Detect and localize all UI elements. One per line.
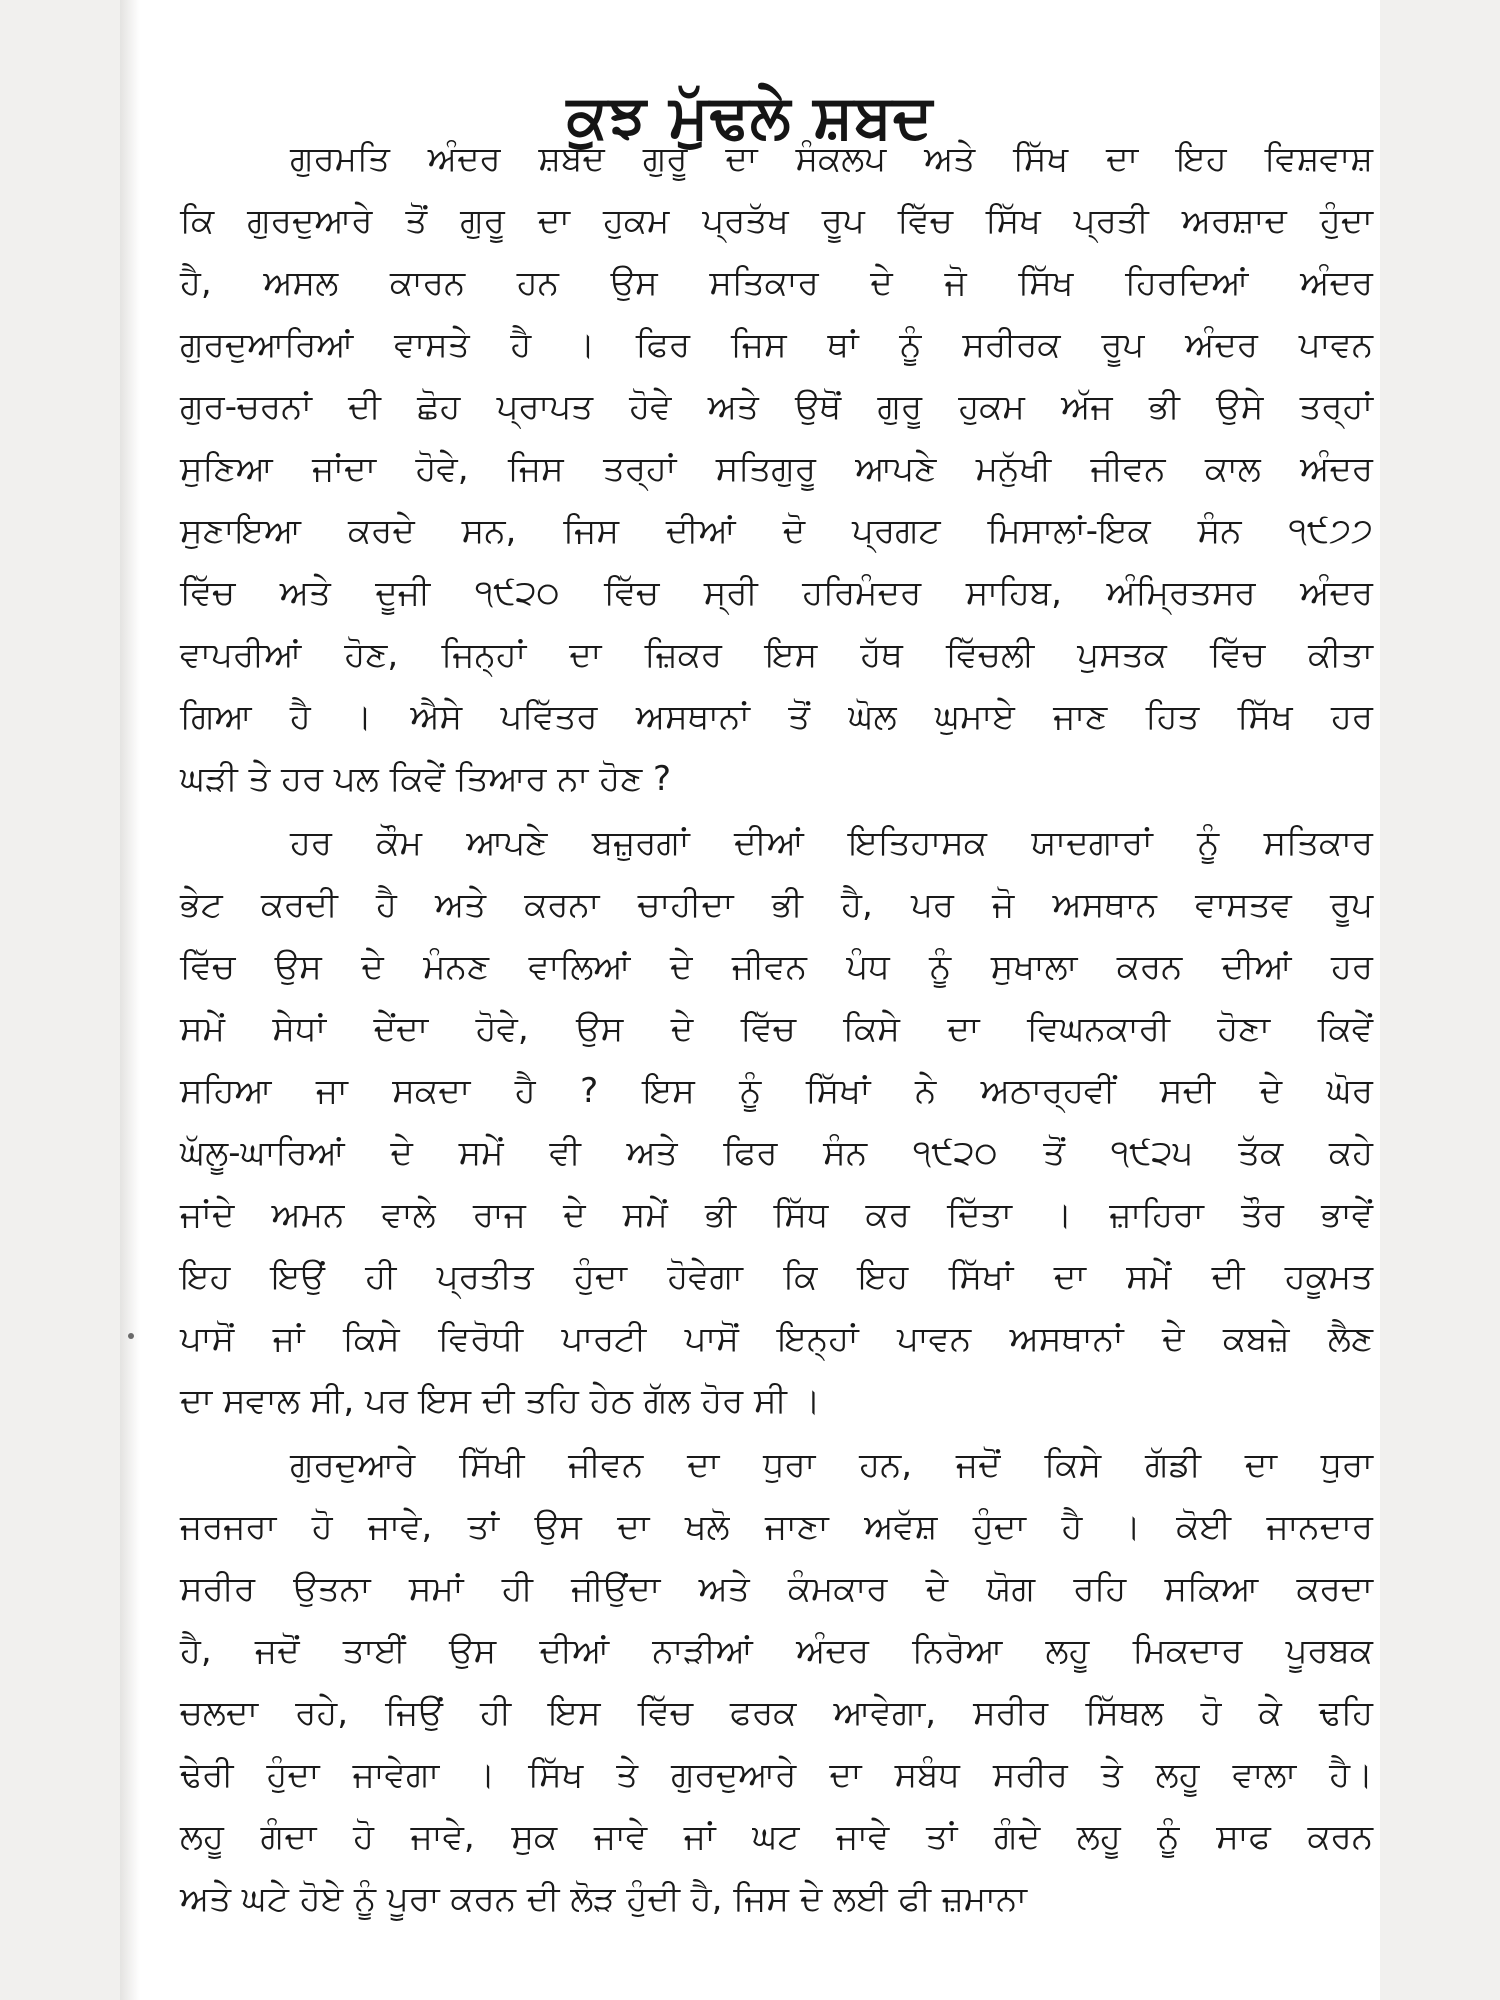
text-line: ਸਹਿਆ ਜਾ ਸਕਦਾ ਹੈ ? ਇਸ ਨੂੰ ਸਿੱਖਾਂ ਨੇ ਅਠਾਰ੍ਹਵੀਂ ਸਦੀ ਦੇ ਘੋਰ	[180, 1071, 1373, 1111]
text-line: ਢੇਰੀ ਹੁੰਦਾ ਜਾਵੇਗਾ । ਸਿੱਖ ਤੇ ਗੁਰਦੁਆਰੇ ਦਾ ਸਬੰਧ ਸਰੀਰ ਤੇ ਲਹੂ ਵਾਲਾ ਹੈ।	[180, 1755, 1373, 1795]
text-line: ਦਾ ਸਵਾਲ ਸੀ, ਪਰ ਇਸ ਦੀ ਤਹਿ ਹੇਠ ਗੱਲ ਹੋਰ ਸੀ ।	[180, 1381, 821, 1421]
text-line: ਹੈ, ਅਸਲ ਕਾਰਨ ਹਨ ਉਸ ਸਤਿਕਾਰ ਦੇ ਜੋ ਸਿੱਖ ਹਿਰਦਿਆਂ ਅੰਦਰ	[180, 263, 1373, 303]
text-line: ਲਹੂ ਗੰਦਾ ਹੋ ਜਾਵੇ, ਸੁਕ ਜਾਵੇ ਜਾਂ ਘਟ ਜਾਵੇ ਤਾਂ ਗੰਦੇ ਲਹੂ ਨੂੰ ਸਾਫ ਕਰਨ	[180, 1817, 1373, 1857]
paragraph-3	[180, 1434, 1373, 1930]
text-line: ਸਮੇਂ ਸੇਧਾਂ ਦੇਂਦਾ ਹੋਵੇ, ਉਸ ਦੇ ਵਿੱਚ ਕਿਸੇ ਦਾ ਵਿਘਨਕਾਰੀ ਹੋਣਾ ਕਿਵੇਂ	[180, 1009, 1373, 1049]
text-line: ਸਰੀਰ ਉਤਨਾ ਸਮਾਂ ਹੀ ਜੀਉਂਦਾ ਅਤੇ ਕੰਮਕਾਰ ਦੇ ਯੋਗ ਰਹਿ ਸਕਿਆ ਕਰਦਾ	[180, 1569, 1373, 1609]
page-title: ਕੁਝ ਮੁੱਢਲੇ ਸ਼ਬਦ	[566, 82, 934, 153]
text-line: ਭੇਟ ਕਰਦੀ ਹੈ ਅਤੇ ਕਰਨਾ ਚਾਹੀਦਾ ਭੀ ਹੈ, ਪਰ ਜੋ ਅਸਥਾਨ ਵਾਸਤਵ ਰੂਪ	[180, 885, 1373, 925]
text-line: ਗੁਰਮਤਿ ਅੰਦਰ ਸ਼ਬਦ ਗੁਰੂ ਦਾ ਸੰਕਲਪ ਅਤੇ ਸਿੱਖ ਦਾ ਇਹ ਵਿਸ਼ਵਾਸ਼	[290, 139, 1373, 179]
text-line: ਸੁਣਿਆ ਜਾਂਦਾ ਹੋਵੇ, ਜਿਸ ਤਰ੍ਹਾਂ ਸਤਿਗੁਰੂ ਆਪਣੇ ਮਨੁੱਖੀ ਜੀਵਨ ਕਾਲ ਅੰਦਰ	[180, 449, 1373, 489]
text-line: ਗੁਰ-ਚਰਨਾਂ ਦੀ ਛੋਹ ਪ੍ਰਾਪਤ ਹੋਵੇ ਅਤੇ ਉਥੋਂ ਗੁਰੂ ਹੁਕਮ ਅੱਜ ਭੀ ਉਸੇ ਤਰ੍ਹਾਂ	[180, 387, 1373, 427]
book-page	[120, 0, 1380, 2000]
text-line: ਚਲਦਾ ਰਹੇ, ਜਿਉਂ ਹੀ ਇਸ ਵਿੱਚ ਫਰਕ ਆਵੇਗਾ, ਸਰੀਰ ਸਿੱਥਲ ਹੋ ਕੇ ਢਹਿ	[180, 1693, 1373, 1733]
text-line: ਹਰ ਕੌਮ ਆਪਣੇ ਬਜ਼ੁਰਗਾਂ ਦੀਆਂ ਇਤਿਹਾਸਕ ਯਾਦਗਾਰਾਂ ਨੂੰ ਸਤਿਕਾਰ	[290, 823, 1373, 863]
text-line: ਇਹ ਇਉਂ ਹੀ ਪ੍ਰਤੀਤ ਹੁੰਦਾ ਹੋਵੇਗਾ ਕਿ ਇਹ ਸਿੱਖਾਂ ਦਾ ਸਮੇਂ ਦੀ ਹਕੂਮਤ	[180, 1257, 1373, 1297]
text-line: ਗੁਰਦੁਆਰੇ ਸਿੱਖੀ ਜੀਵਨ ਦਾ ਧੁਰਾ ਹਨ, ਜਦੋਂ ਕਿਸੇ ਗੱਡੀ ਦਾ ਧੁਰਾ	[290, 1445, 1373, 1485]
text-line: ਜਾਂਦੇ ਅਮਨ ਵਾਲੇ ਰਾਜ ਦੇ ਸਮੇਂ ਭੀ ਸਿੱਧ ਕਰ ਦਿੱਤਾ । ਜ਼ਾਹਿਰਾ ਤੌਰ ਭਾਵੇਂ	[180, 1195, 1373, 1235]
text-line: ਅਤੇ ਘਟੇ ਹੋਏ ਨੂੰ ਪੂਰਾ ਕਰਨ ਦੀ ਲੋੜ ਹੁੰਦੀ ਹੈ, ਜਿਸ ਦੇ ਲਈ ਫੀ ਜ਼ਮਾਨਾ	[180, 1879, 1027, 1919]
text-line: ਸੁਣਾਇਆ ਕਰਦੇ ਸਨ, ਜਿਸ ਦੀਆਂ ਦੋ ਪ੍ਰਗਟ ਮਿਸਾਲਾਂ-ਇਕ ਸੰਨ ੧੯੭੭	[180, 511, 1373, 551]
binding-shadow	[120, 0, 140, 2000]
text-line: ਗੁਰਦੁਆਰਿਆਂ ਵਾਸਤੇ ਹੈ । ਫਿਰ ਜਿਸ ਥਾਂ ਨੂੰ ਸਰੀਰਕ ਰੂਪ ਅੰਦਰ ਪਾਵਨ	[180, 325, 1373, 365]
paragraph-2	[180, 812, 1373, 1432]
text-line: ਘੜੀ ਤੇ ਹਰ ਪਲ ਕਿਵੇਂ ਤਿਆਰ ਨਾ ਹੋਣ ?	[180, 759, 672, 799]
text-line: ਹੈ, ਜਦੋਂ ਤਾਈਂ ਉਸ ਦੀਆਂ ਨਾੜੀਆਂ ਅੰਦਰ ਨਿਰੋਆ ਲਹੂ ਮਿਕਦਾਰ ਪੂਰਬਕ	[180, 1631, 1373, 1671]
paragraph-1	[180, 128, 1373, 810]
text-line: ਵਿੱਚ ਅਤੇ ਦੂਜੀ ੧੯੨੦ ਵਿੱਚ ਸ੍ਰੀ ਹਰਿਮੰਦਰ ਸਾਹਿਬ, ਅੰਮ੍ਰਿਤਸਰ ਅੰਦਰ	[180, 573, 1373, 613]
text-line: ਘੱਲੂ-ਘਾਰਿਆਂ ਦੇ ਸਮੇਂ ਵੀ ਅਤੇ ਫਿਰ ਸੰਨ ੧੯੨੦ ਤੋਂ ੧੯੨੫ ਤੱਕ ਕਹੇ	[180, 1133, 1373, 1173]
page-body	[180, 128, 1373, 1932]
text-line: ਗਿਆ ਹੈ । ਐਸੇ ਪਵਿੱਤਰ ਅਸਥਾਨਾਂ ਤੋਂ ਘੋਲ ਘੁਮਾਏ ਜਾਣ ਹਿਤ ਸਿੱਖ ਹਰ	[180, 697, 1373, 737]
text-line: ਵਾਪਰੀਆਂ ਹੋਣ, ਜਿਨ੍ਹਾਂ ਦਾ ਜ਼ਿਕਰ ਇਸ ਹੱਥ ਵਿੱਚਲੀ ਪੁਸਤਕ ਵਿੱਚ ਕੀਤਾ	[180, 635, 1373, 675]
text-line: ਜਰਜਰਾ ਹੋ ਜਾਵੇ, ਤਾਂ ਉਸ ਦਾ ਖਲੋ ਜਾਣਾ ਅਵੱਸ਼ ਹੁੰਦਾ ਹੈ । ਕੋਈ ਜਾਨਦਾਰ	[180, 1507, 1373, 1547]
text-line: ਪਾਸੋਂ ਜਾਂ ਕਿਸੇ ਵਿਰੋਧੀ ਪਾਰਟੀ ਪਾਸੋਂ ਇਨ੍ਹਾਂ ਪਾਵਨ ਅਸਥਾਨਾਂ ਦੇ ਕਬਜ਼ੇ ਲੈਣ	[180, 1319, 1373, 1359]
text-line: ਵਿੱਚ ਉਸ ਦੇ ਮੰਨਣ ਵਾਲਿਆਂ ਦੇ ਜੀਵਨ ਪੰਧ ਨੂੰ ਸੁਖਾਲਾ ਕਰਨ ਦੀਆਂ ਹਰ	[180, 947, 1373, 987]
text-line: ਕਿ ਗੁਰਦੁਆਰੇ ਤੋਂ ਗੁਰੂ ਦਾ ਹੁਕਮ ਪ੍ਰਤੱਖ ਰੂਪ ਵਿੱਚ ਸਿੱਖ ਪ੍ਰਤੀ ਅਰਸ਼ਾਦ ਹੁੰਦਾ	[180, 201, 1373, 241]
margin-speck	[128, 1333, 134, 1339]
